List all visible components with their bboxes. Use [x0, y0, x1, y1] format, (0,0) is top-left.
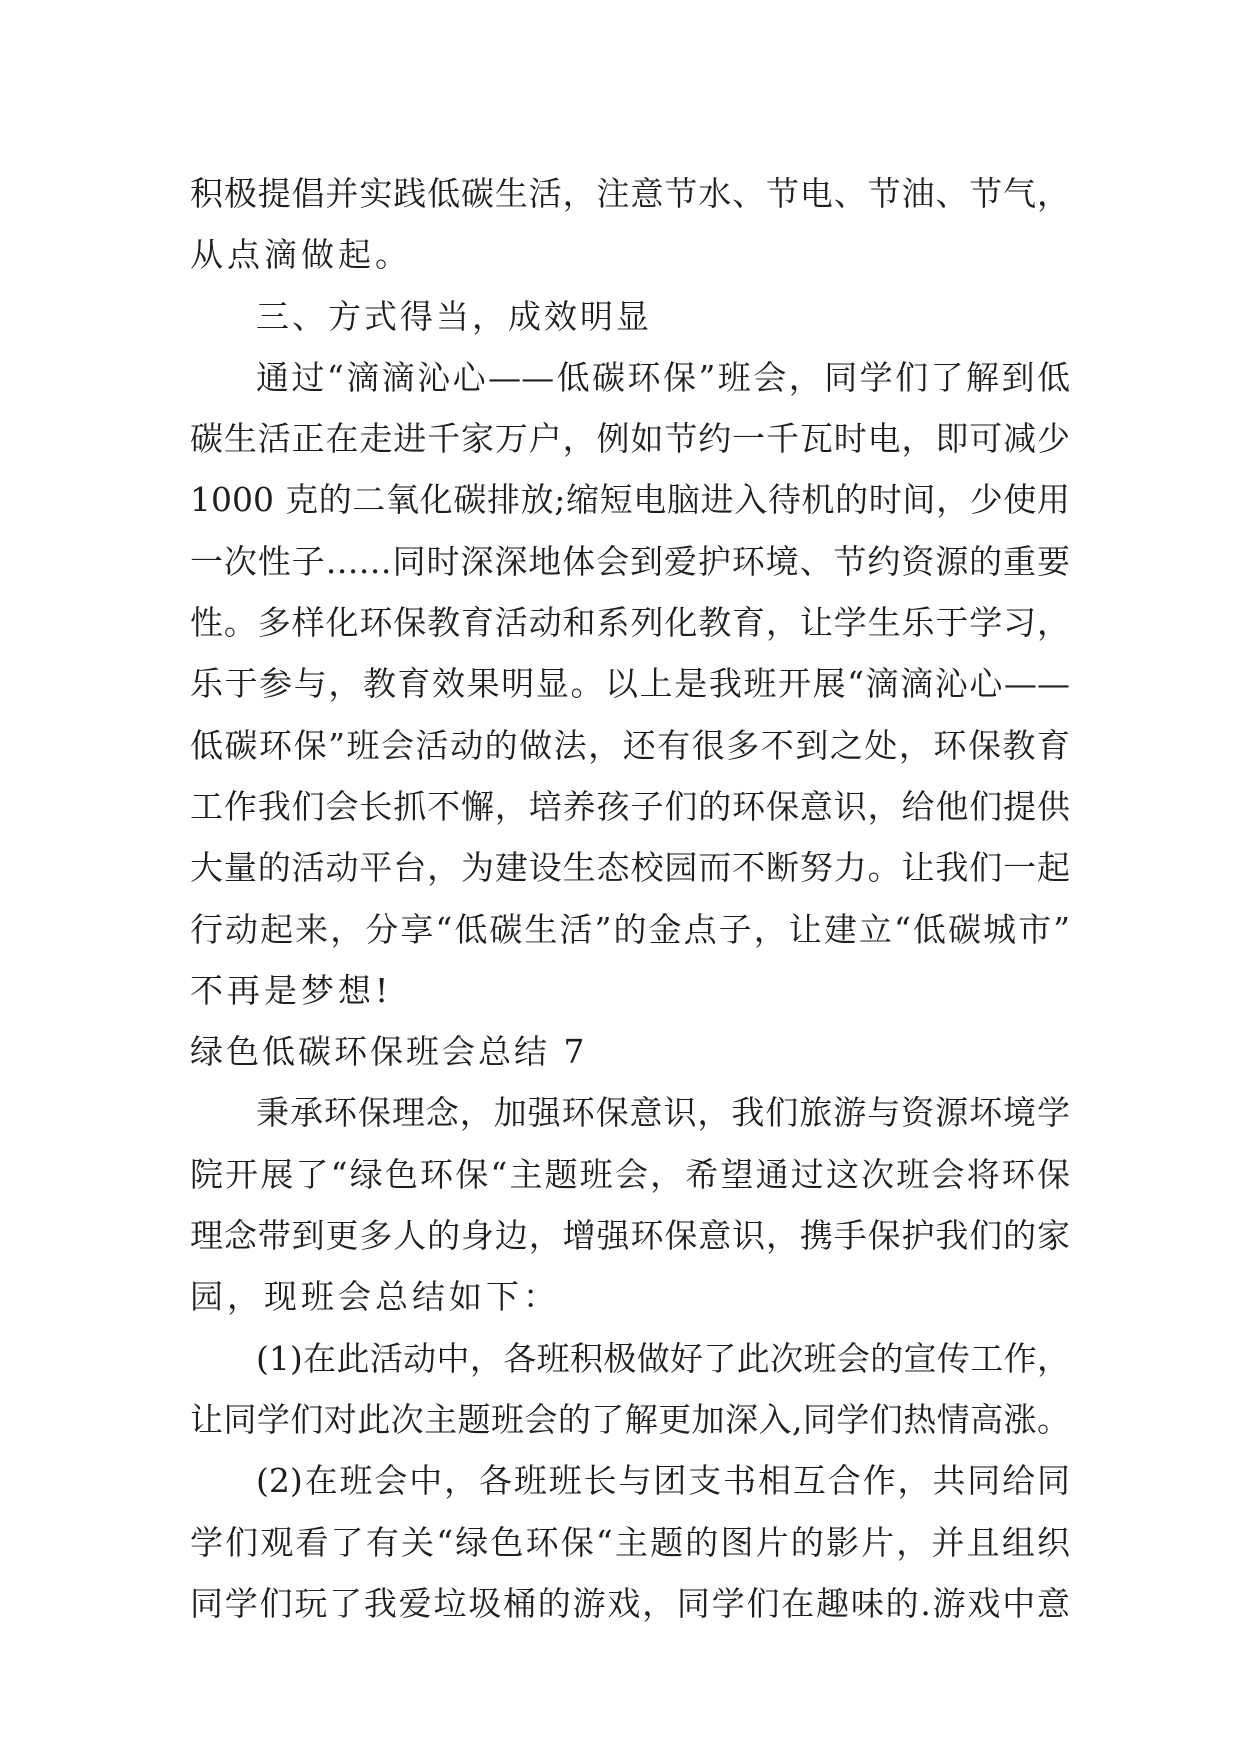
text-line: 同学们玩了我爱垃圾桶的游戏，同学们在趣味的.游戏中意 — [190, 1583, 1070, 1623]
text-line: 让同学们对此次主题班会的了解更加深入,同学们热情高涨。 — [190, 1399, 1070, 1439]
text-line: (1)在此活动中，各班积极做好了此次班会的宣传工作， — [256, 1338, 1070, 1378]
text-line: 学们观看了有关“绿色环保“主题的图片的影片，并且组织 — [190, 1522, 1070, 1562]
text-line: 低碳环保”班会活动的做法，还有很多不到之处，环保教育 — [190, 725, 1070, 765]
text-line: 行动起来，分享“低碳生活”的金点子，让建立“低碳城市” — [190, 909, 1070, 949]
text-line: 秉承环保理念，加强环保意识，我们旅游与资源坏境学 — [256, 1093, 1070, 1133]
text-line: 工作我们会长抓不懈，培养孩子们的环保意识，给他们提供 — [190, 786, 1070, 826]
text-line: 不再是梦想! — [190, 970, 393, 1010]
document-body — [190, 163, 1070, 1634]
text-line: 从点滴做起。 — [190, 235, 412, 275]
section-heading: 三、方式得当，成效明显 — [256, 296, 652, 336]
text-line: 乐于参与，教育效果明显。以上是我班开展“滴滴沁心—— — [190, 664, 1070, 704]
text-line: 碳生活正在走进千家万户，例如节约一千瓦时电，即可减少 — [190, 419, 1070, 459]
text-line: (2)在班会中，各班班长与团支书相互合作，共同给同 — [256, 1461, 1070, 1501]
text-line: 院开展了“绿色环保“主题班会，希望通过这次班会将环保 — [190, 1154, 1070, 1194]
text-line: 园，现班会总结如下： — [190, 1277, 560, 1317]
text-line: 性。多样化环保教育活动和系列化教育，让学生乐于学习， — [190, 603, 1070, 643]
text-line: 1000 克的二氧化碳排放;缩短电脑进入待机的时间，少使用 — [190, 480, 1070, 520]
text-line: 一次性子……同时深深地体会到爱护环境、节约资源的重要 — [190, 541, 1070, 581]
text-line: 理念带到更多人的身边，增强环保意识，携手保护我们的家 — [190, 1216, 1070, 1256]
text-line: 积极提倡并实践低碳生活，注意节水、节电、节油、节气， — [190, 174, 1070, 213]
text-line: 通过“滴滴沁心——低碳环保”班会，同学们了解到低 — [256, 357, 1070, 397]
text-line: 大量的活动平台，为建设生态校园而不断努力。让我们一起 — [190, 848, 1070, 888]
section-title: 绿色低碳环保班会总结 7 — [190, 1032, 588, 1072]
